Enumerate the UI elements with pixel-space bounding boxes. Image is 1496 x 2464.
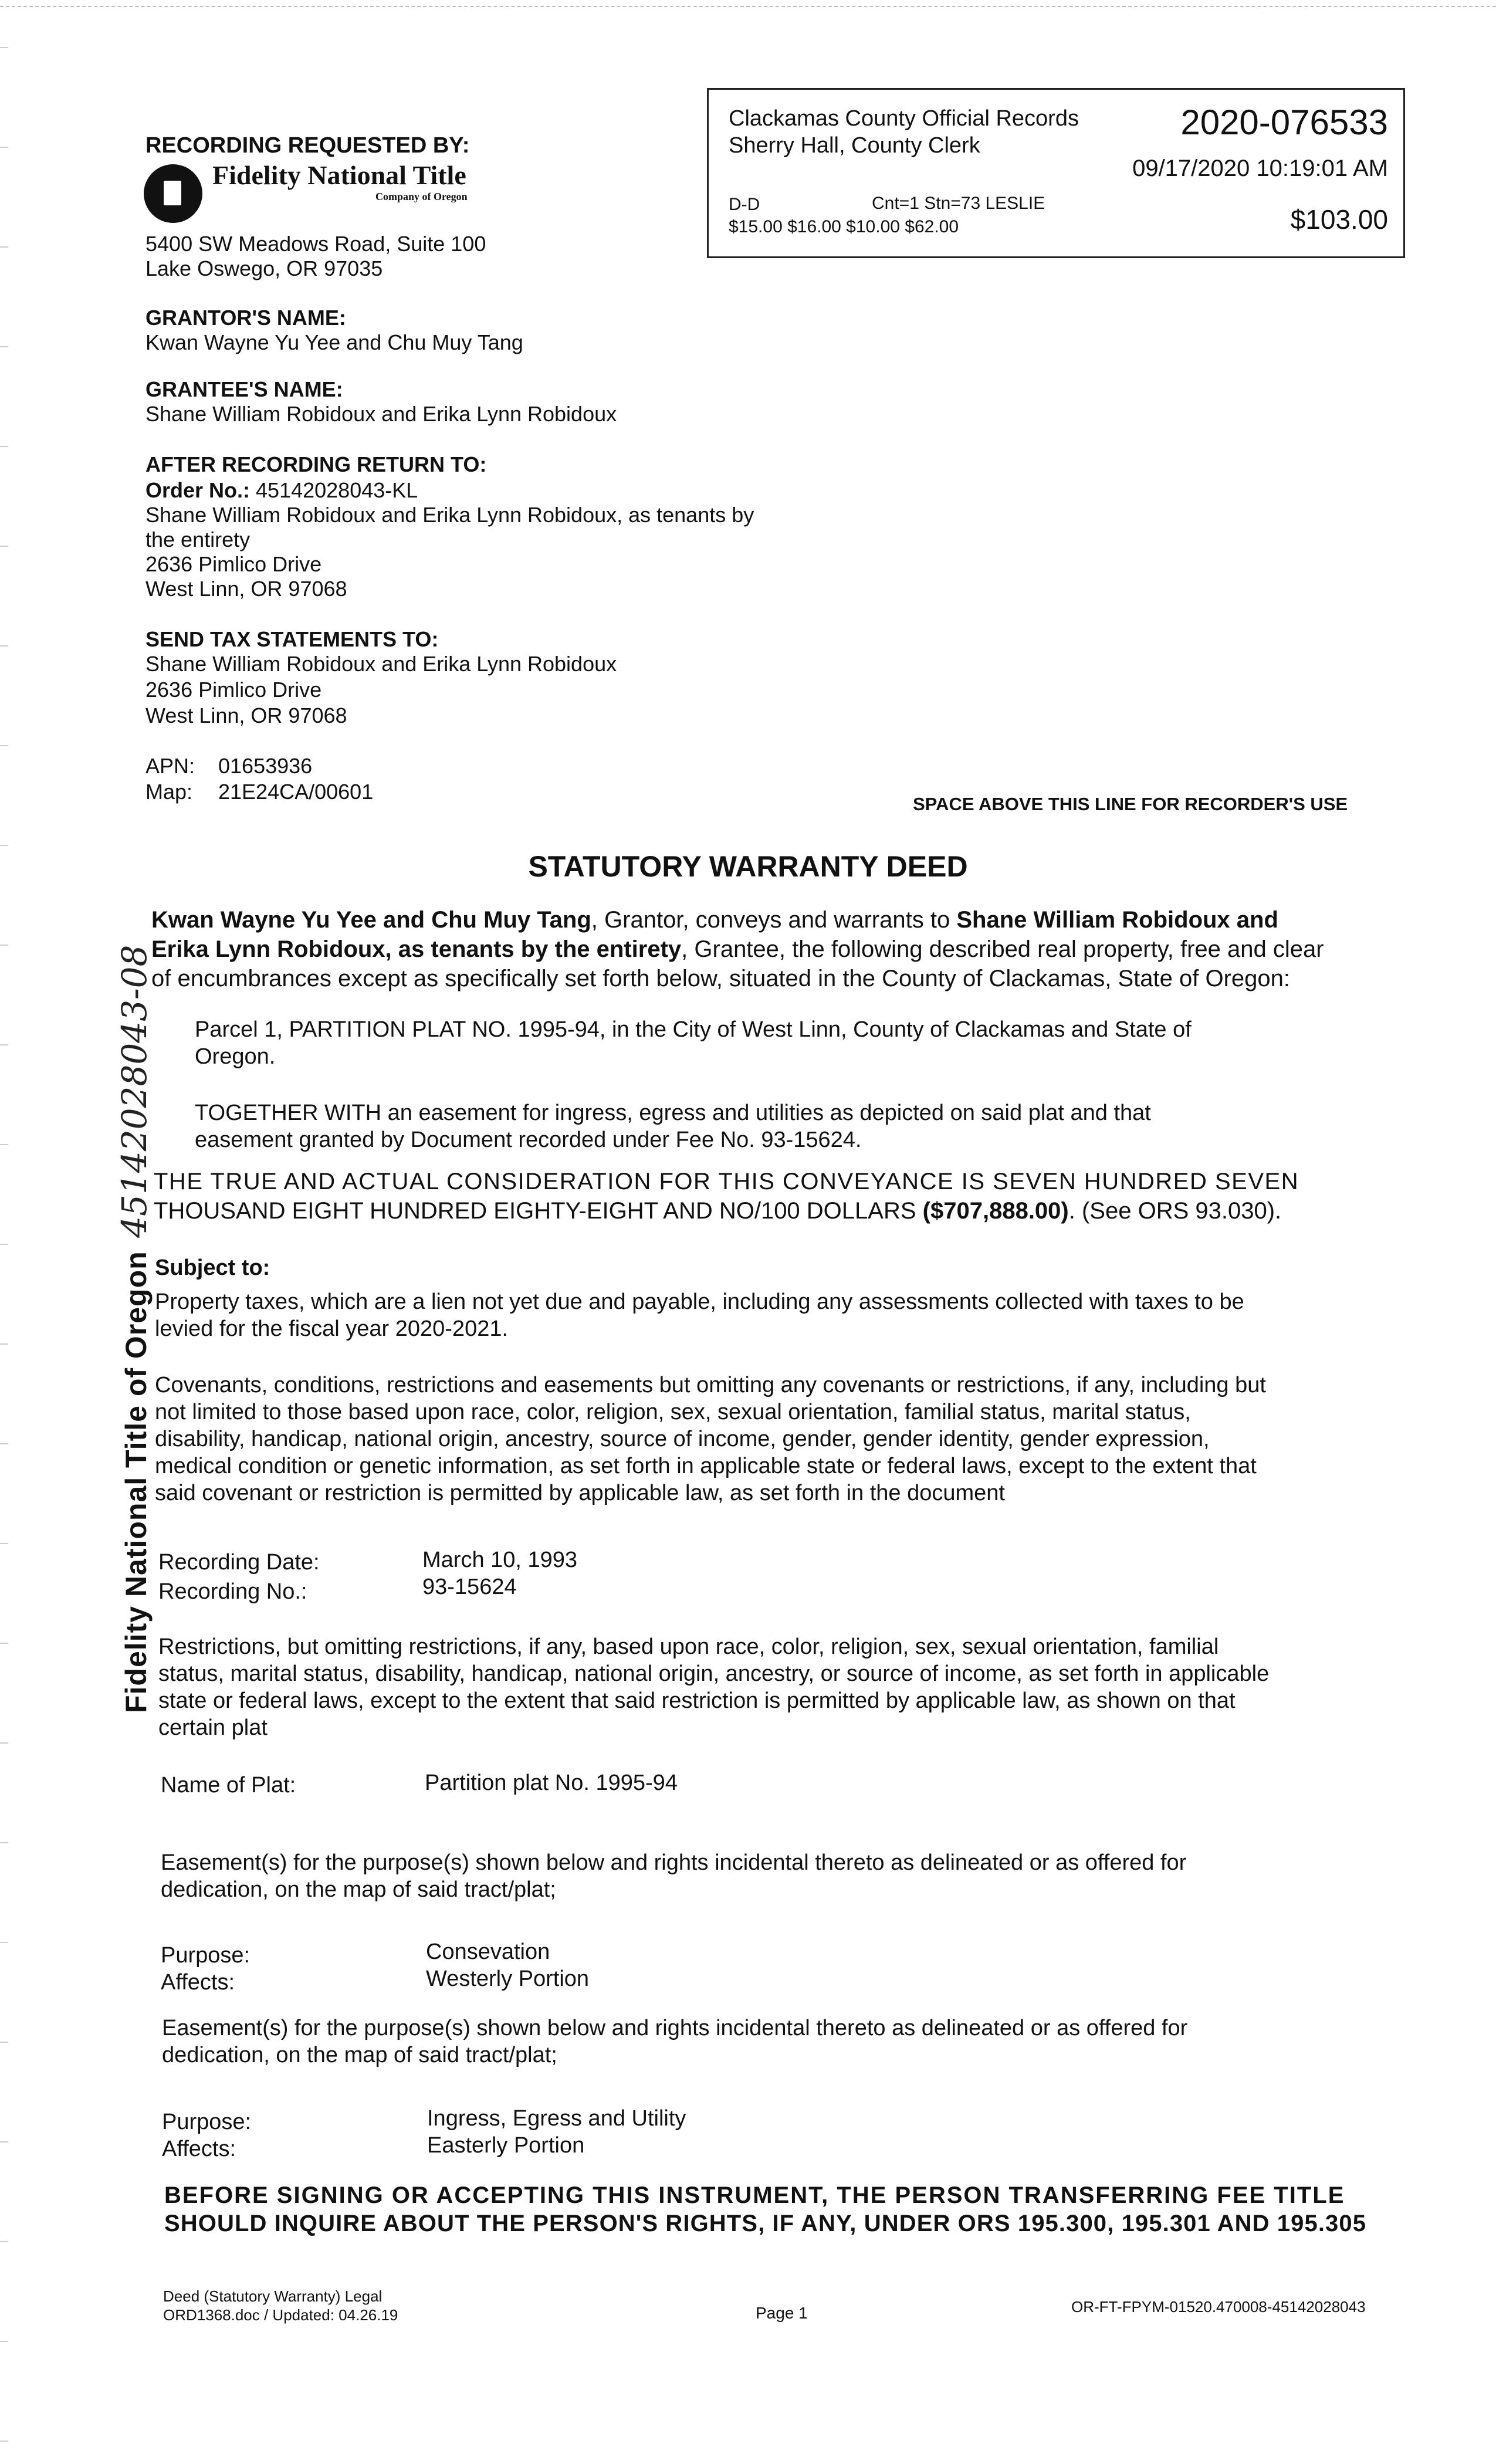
covenants-line-4: medical condition or genetic information, as set forth in applicable state or federal laws, except to the extent that xyxy=(155,1454,1257,1478)
grantee-label: GRANTEE'S NAME: xyxy=(145,377,343,401)
side-stamp-company: Fidelity National Title of Oregon xyxy=(120,1251,153,1713)
recorder-counter: Cnt=1 Stn=73 LESLIE xyxy=(872,194,1045,213)
recorder-use-notice: SPACE ABOVE THIS LINE FOR RECORDER'S USE xyxy=(913,794,1348,814)
restrictions-line-3: state or federal laws, except to the extent that said restriction is permitted by applicable law, as shown on that xyxy=(158,1688,1236,1713)
apn-value: 01653936 xyxy=(218,754,313,778)
restrictions-line-2: status, marital status, disability, handicap, national origin, ancestry, or source of income, as set forth in applicable xyxy=(158,1661,1270,1686)
consideration-amount: ($707,888.00) xyxy=(922,1198,1069,1224)
recorder-clerk: Sherry Hall, County Clerk xyxy=(729,133,980,158)
together-line-2: easement granted by Document recorded under Fee No. 93-15624. xyxy=(195,1128,862,1152)
covenants-line-2: not limited to those based upon race, color, religion, sex, sexual orientation, familial status, marital status, xyxy=(155,1400,1191,1424)
footer-form-file: ORD1368.doc / Updated: 04.26.19 xyxy=(163,2306,398,2324)
company-subtitle: Company of Oregon xyxy=(375,191,468,202)
intro-line-2 xyxy=(151,935,1389,963)
easement-1-purpose: Consevation xyxy=(426,1940,550,1964)
easement-1-line-1: Easement(s) for the purpose(s) shown below and rights incidental thereto as delineated or as offered for xyxy=(161,1850,1187,1875)
easement-2-purpose-label: Purpose: xyxy=(162,2110,252,2134)
intro-line-3: of encumbrances except as specifically set forth below, situated in the County of Clackamas, State of Oregon: xyxy=(151,966,1291,991)
intro-text-1: , Grantor, conveys and warrants to xyxy=(591,907,957,933)
parcel-line-1: Parcel 1, PARTITION PLAT NO. 1995-94, in the City of West Linn, County of Clackamas and State of xyxy=(195,1017,1192,1042)
easement-2-affects: Easterly Portion xyxy=(427,2133,585,2158)
recording-no-label: Recording No.: xyxy=(158,1579,307,1604)
easement-1-affects: Westerly Portion xyxy=(426,1967,590,1991)
recording-date-value: March 10, 1993 xyxy=(422,1548,578,1572)
plat-name: Partition plat No. 1995-94 xyxy=(425,1771,678,1795)
tax-address-2: 2636 Pimlico Drive xyxy=(145,678,322,702)
apn-label: APN: xyxy=(145,754,195,778)
subject-to-label: Subject to: xyxy=(155,1255,270,1280)
grantor-label: GRANTOR'S NAME: xyxy=(145,306,346,330)
scan-left-edge xyxy=(0,0,8,2464)
recording-date-label: Recording Date: xyxy=(158,1550,320,1575)
return-address-4: West Linn, OR 97068 xyxy=(145,577,347,601)
easement-2-line-2: dedication, on the map of said tract/plat; xyxy=(162,2043,557,2067)
intro-line-1 xyxy=(151,906,1389,934)
return-address-3: 2636 Pimlico Drive xyxy=(145,552,322,576)
restrictions-line-4: certain plat xyxy=(158,1715,268,1740)
easement-2-purpose: Ingress, Egress and Utility xyxy=(427,2106,686,2131)
side-stamp xyxy=(114,945,154,1713)
intro-text-2: , Grantee, the following described real property, free and clear xyxy=(681,936,1324,962)
consideration-line-1: THE TRUE AND ACTUAL CONSIDERATION FOR THIS CONVEYANCE IS SEVEN HUNDRED SEVEN xyxy=(154,1169,1299,1194)
doc-type: D-D xyxy=(729,195,760,214)
map-label: Map: xyxy=(145,780,193,804)
intro-grantee-2: Erika Lynn Robidoux, as tenants by the entirety xyxy=(151,936,682,962)
plat-label: Name of Plat: xyxy=(161,1773,296,1798)
company-name: Fidelity National Title xyxy=(212,160,466,190)
order-number: 45142028043-KL xyxy=(256,478,418,502)
fidelity-logo-icon xyxy=(144,164,202,223)
recording-number: 2020-076533 xyxy=(1180,103,1388,142)
grantee-name: Shane William Robidoux and Erika Lynn Robidoux xyxy=(145,402,617,426)
scan-top-edge xyxy=(0,6,1496,7)
restrictions-line-1: Restrictions, but omitting restrictions, if any, based upon race, color, religion, sex, sexual orientation, familial xyxy=(158,1634,1219,1659)
together-line-1: TOGETHER WITH an easement for ingress, egress and utilities as depicted on said plat and that xyxy=(195,1101,1151,1125)
easement-1-purpose-label: Purpose: xyxy=(161,1943,251,1968)
company-address-2: Lake Oswego, OR 97035 xyxy=(145,256,383,280)
requested-by-label: RECORDING REQUESTED BY: xyxy=(145,133,470,158)
parcel-line-2: Oregon. xyxy=(195,1044,276,1069)
footer-reference: OR-FT-FPYM-01520.470008-45142028043 xyxy=(1071,2298,1366,2316)
map-value: 21E24CA/00601 xyxy=(218,780,374,804)
side-stamp-handwritten-order: 45142028043-08 xyxy=(114,945,154,1238)
grantor-name: Kwan Wayne Yu Yee and Chu Muy Tang xyxy=(145,330,523,354)
easement-1-line-2: dedication, on the map of said tract/plat; xyxy=(161,1877,556,1902)
easement-2-affects-label: Affects: xyxy=(162,2137,236,2161)
taxes-line-2: levied for the fiscal year 2020-2021. xyxy=(155,1316,509,1341)
covenants-line-1: Covenants, conditions, restrictions and easements but omitting any covenants or restrictions, if any, including but xyxy=(155,1373,1266,1397)
recording-datetime: 09/17/2020 10:19:01 AM xyxy=(1132,155,1388,181)
deed-title: STATUTORY WARRANTY DEED xyxy=(528,850,968,883)
consideration-ors: . (See ORS 93.030). xyxy=(1068,1198,1282,1224)
footer-form-name: Deed (Statutory Warranty) Legal xyxy=(163,2287,383,2305)
order-number-line xyxy=(145,478,418,503)
warning-line-2: SHOULD INQUIRE ABOUT THE PERSON'S RIGHTS, IF ANY, UNDER ORS 195.300, 195.301 AND 195.305 xyxy=(164,2211,1367,2236)
recorder-total: $103.00 xyxy=(1290,204,1388,235)
covenants-line-3: disability, handicap, national origin, ancestry, source of income, gender, gender identity, gender expression, xyxy=(155,1427,1210,1451)
recording-no-value: 93-15624 xyxy=(422,1575,517,1599)
tax-statements-label: SEND TAX STATEMENTS TO: xyxy=(145,627,439,651)
intro-grantor: Kwan Wayne Yu Yee and Chu Muy Tang xyxy=(151,907,591,933)
consideration-text: THOUSAND EIGHT HUNDRED EIGHTY-EIGHT AND NO/100 DOLLARS xyxy=(154,1198,923,1224)
page-number: Page 1 xyxy=(756,2304,808,2322)
return-address-1: Shane William Robidoux and Erika Lynn Robidoux, as tenants by xyxy=(145,503,754,527)
intro-grantee: Shane William Robidoux and xyxy=(956,907,1278,933)
recorder-box xyxy=(707,88,1405,258)
consideration-line-2 xyxy=(154,1197,1281,1225)
tax-address-3: West Linn, OR 97068 xyxy=(145,703,347,727)
order-number-label: Order No.: xyxy=(145,478,251,502)
recorder-fees: $15.00 $16.00 $10.00 $62.00 xyxy=(729,217,959,236)
warning-line-1: BEFORE SIGNING OR ACCEPTING THIS INSTRUMENT, THE PERSON TRANSFERRING FEE TITLE xyxy=(164,2182,1345,2208)
easement-2-line-1: Easement(s) for the purpose(s) shown below and rights incidental thereto as delineated or as offered for xyxy=(162,2016,1188,2040)
easement-1-affects-label: Affects: xyxy=(161,1970,235,1995)
return-to-label: AFTER RECORDING RETURN TO: xyxy=(145,452,487,476)
taxes-line-1: Property taxes, which are a lien not yet due and payable, including any assessments collected with taxes to be xyxy=(155,1289,1244,1314)
tax-address-1: Shane William Robidoux and Erika Lynn Robidoux xyxy=(145,652,617,676)
company-address-1: 5400 SW Meadows Road, Suite 100 xyxy=(145,232,486,256)
return-address-2: the entirety xyxy=(145,527,251,551)
covenants-line-5: said covenant or restriction is permitted by applicable law, as set forth in the document xyxy=(155,1481,1005,1505)
recorder-office: Clackamas County Official Records xyxy=(729,106,1079,131)
